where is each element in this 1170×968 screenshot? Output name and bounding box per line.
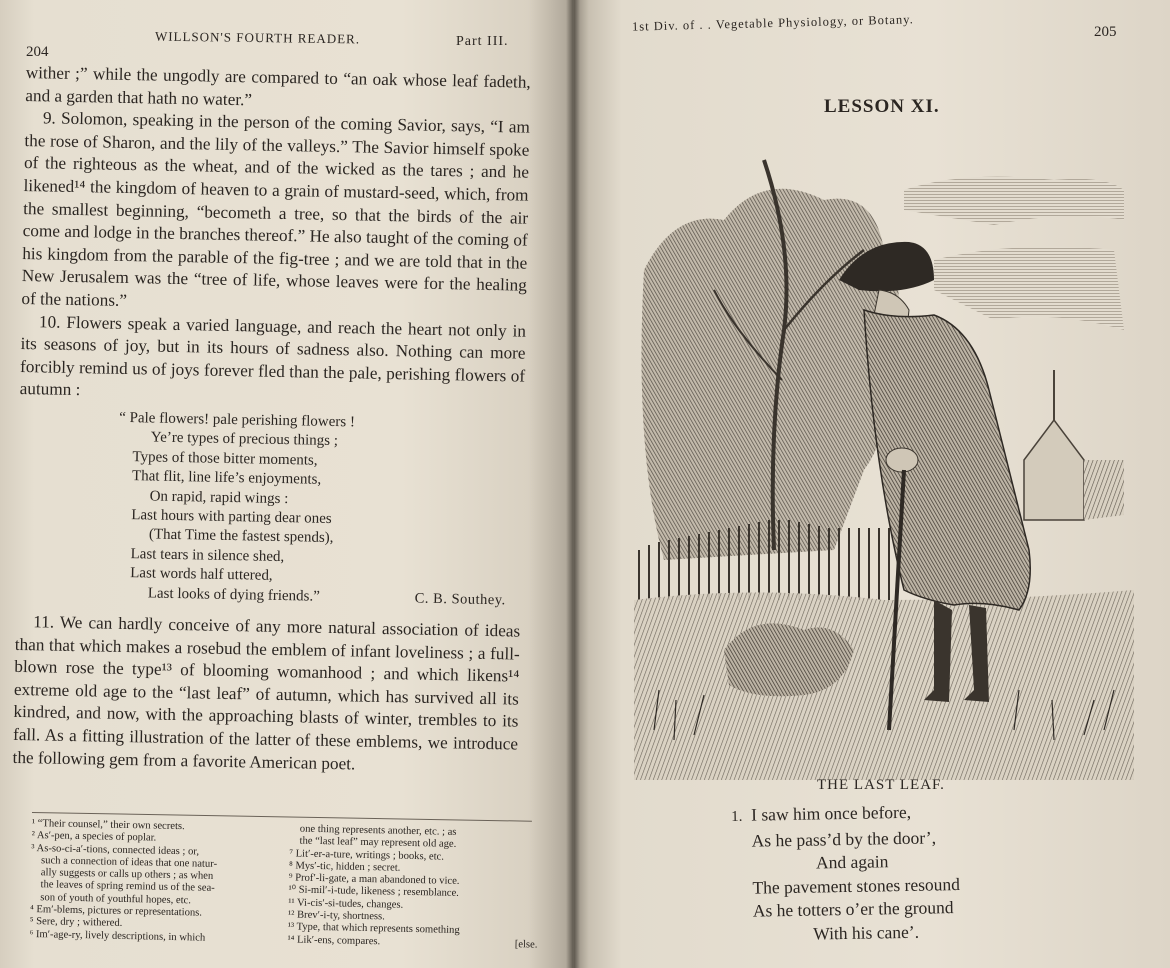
old-man-engraving-illustration <box>634 130 1134 780</box>
footnote: ⁸ Mys′-tic, hidden ; secret. <box>288 860 401 874</box>
footnotes <box>29 818 541 952</box>
poem-attribution: C. B. Southey. <box>414 590 506 608</box>
footnote: ⁵ Sere, dry ; withered. <box>29 916 123 930</box>
footnote: ⁹ Prof′-li-gate, a man abandoned to vice. <box>288 872 460 888</box>
footnotes-column-1 <box>29 818 282 946</box>
footnote: ² As′-pen, a species of poplar. <box>31 830 157 844</box>
paragraph-continued: wither ;” while the ungodly are compared to “an oak whose leaf fadeth, and a garden that hath no water.” <box>25 62 531 109</box>
left-part-label: Part III. <box>456 34 509 49</box>
footnote: the “last leaf” may represent old age. <box>299 835 457 851</box>
footnote: one thing represents another, etc. ; as <box>299 823 457 838</box>
footnote: ¹² Brev′-i-ty, shortness. <box>287 909 385 923</box>
poem-excerpt <box>116 409 520 611</box>
verse-line: With his cane’. <box>813 921 920 944</box>
verse-number: 1. <box>731 808 743 825</box>
footnote: ¹⁴ Lik′-ens, compares. <box>287 934 381 947</box>
poem-line: “ Pale flowers! pale perishing flowers ! <box>119 409 356 431</box>
footnote: [else. <box>514 939 538 951</box>
left-body-text <box>12 62 530 779</box>
footnote: son of youth of youthful hopes, etc. <box>40 891 192 907</box>
footnote: ⁶ Im′-age-ry, lively descriptions, in which <box>29 928 206 944</box>
left-running-head: WILLSON'S FOURTH READER. <box>154 28 361 47</box>
poem-line: That flit, line life’s enjoyments, <box>131 468 322 488</box>
footnote: such a connection of ideas that one natur- <box>40 855 218 870</box>
poem-line: Ye’re types of precious things ; <box>150 429 339 450</box>
footnote: ⁷ Lit′-er-a-ture, writings ; books, etc. <box>289 847 445 863</box>
lesson-title: LESSON XI. <box>824 96 940 117</box>
verse-line: As he totters o’er the ground <box>752 897 954 922</box>
book-gutter <box>566 0 580 968</box>
poem-line: (That Time the fastest spends), <box>148 526 334 547</box>
footnote: ⁴ Em′-blems, pictures or representations. <box>29 904 203 919</box>
right-page-number: 205 <box>1094 24 1117 40</box>
poem-line: Last tears in silence shed, <box>130 545 285 565</box>
verse-line: As he pass’d by the door’, <box>751 827 937 851</box>
footnote: ³ As-so-ci-a′-tions, connected ideas ; or, <box>31 842 200 858</box>
footnote: ¹¹ Vi-cis′-si-tudes, changes. <box>288 897 404 911</box>
verse-line: And again <box>815 851 889 873</box>
verse-line-text: I saw him once before, <box>751 801 912 825</box>
poem-line: On rapid, rapid wings : <box>149 487 289 507</box>
verse-line: The pavement stones resound <box>752 873 961 898</box>
footnote: ¹ “Their counsel,” their own secrets. <box>31 818 185 833</box>
verse <box>731 798 1073 947</box>
left-page-number: 204 <box>26 44 49 60</box>
footnotes-column-2 <box>287 823 540 951</box>
poem-line: Last hours with parting dear ones <box>131 507 332 527</box>
footnote: ¹⁰ Si-mil′-i-tude, likeness ; resemblance. <box>288 884 459 900</box>
footnote: ally suggests or calls up others ; as when <box>40 867 214 882</box>
left-page <box>0 0 574 968</box>
poem-line: Types of those bitter moments, <box>132 448 318 469</box>
poem-line: Last looks of dying friends.” <box>147 585 321 605</box>
footnote: the leaves of spring remind us of the sea- <box>40 879 215 895</box>
right-running-head: 1st Div. of . . Vegetable Physiology, or Botany. <box>631 12 914 34</box>
paragraph-11: 11. We can hardly conceive of any more natural association of ideas than that which makes a rosebud the emblem of infant loveliness ; a full-blown rose the type¹³ of blooming womanhood ; and which likens¹⁴ extreme old age to the “last leaf” of autumn, which has survived all its kindred, and now, with the approaching blasts of winter, trembles to its fall. As a fitting illustration of the latter of these emblems, we introduce the following gem from a favorite American poet. <box>12 612 521 773</box>
right-page <box>574 0 1170 968</box>
illustration-caption: THE LAST LEAF. <box>817 777 945 793</box>
poem-line: Last words half uttered, <box>130 565 273 584</box>
paragraph-9: 9. Solomon, speaking in the person of the coming Savior, says, “I am the rose of Sharon, and the lily of the valleys.” The Savior himself spoke of the righteous as the wheat, and of the wicked as the tares ; and he likened¹⁴ the kingdom of heaven to a grain of mustard-seed, which, from the smallest beginning, “becometh a tree, so that the birds of the air come and lodge in the branches thereof.” He also taught of the coming of his kingdom from the parable of the fig-tree ; and we are told that in the New Jerusalem was the “tree of life, whose leaves were for the healing of the nations.” <box>21 108 531 310</box>
footnote: ¹³ Type, that which represents something <box>287 921 460 937</box>
paragraph-10: 10. Flowers speak a varied language, and reach the heart not only in its seasons of joy, but in its hours of sadness also. Nothing can more forcibly remind us of joys forever fled than the pale, perishing flowers of autumn : <box>19 311 527 400</box>
